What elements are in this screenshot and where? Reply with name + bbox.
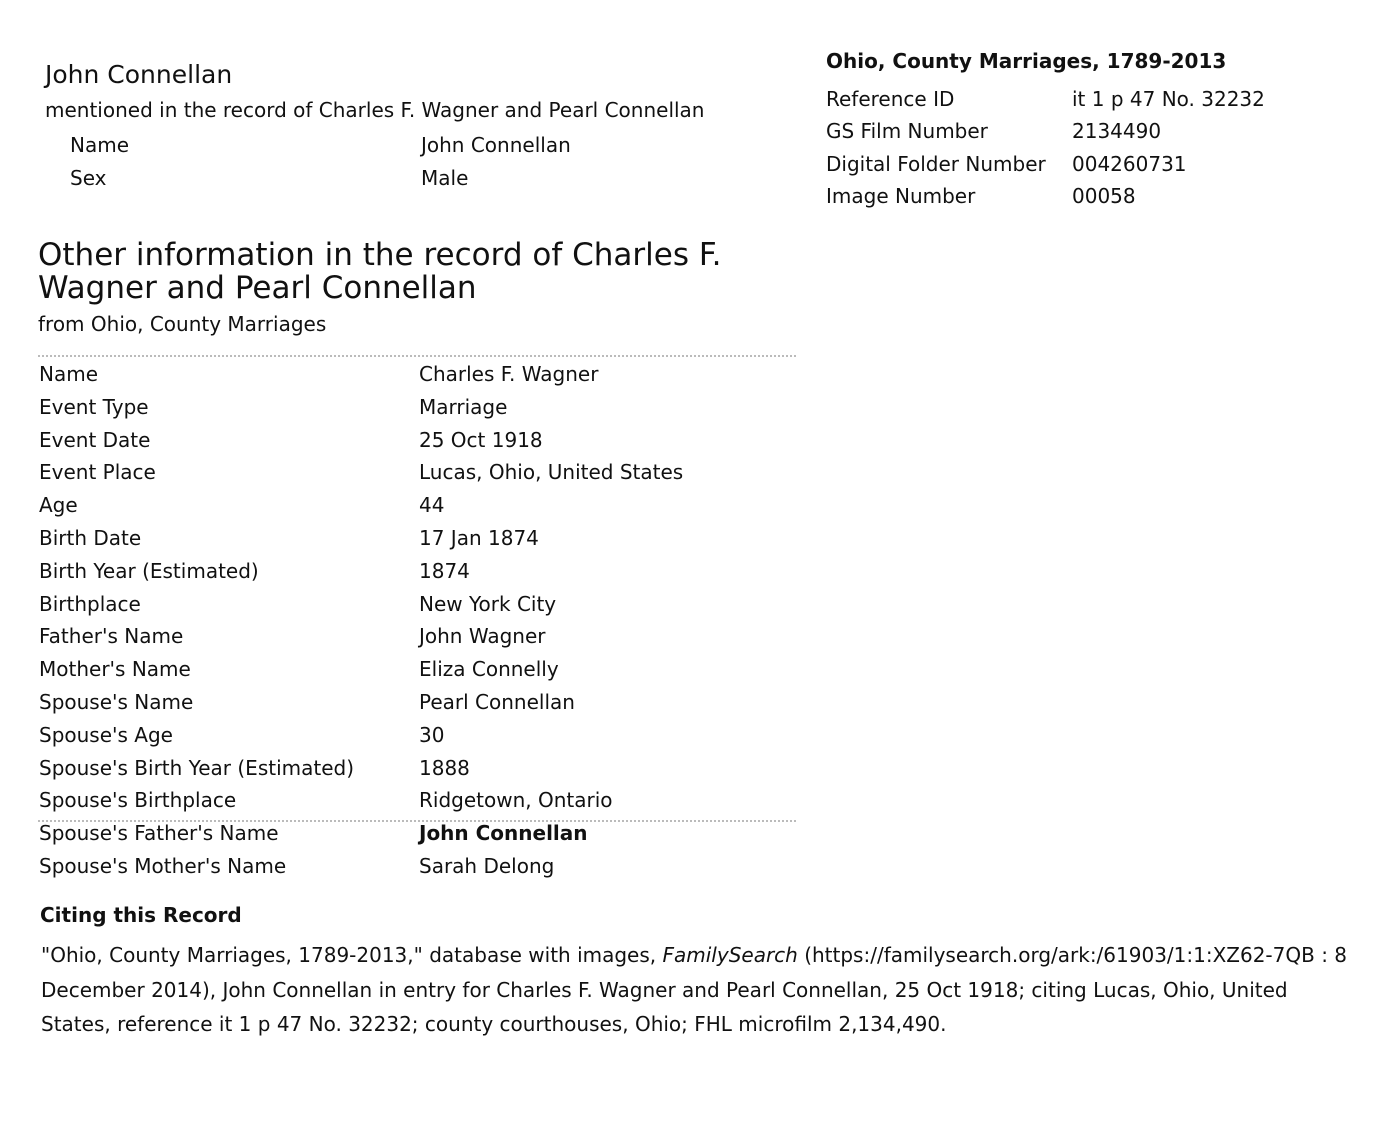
field-value: 2134490 bbox=[1072, 119, 1162, 144]
field-label: Spouse's Birth Year (Estimated) bbox=[39, 755, 355, 780]
field-value: Pearl Connellan bbox=[419, 690, 575, 714]
field-value: Marriage bbox=[419, 394, 508, 419]
field-value: Eliza Connelly bbox=[419, 657, 559, 682]
field-label: Event Place bbox=[39, 460, 156, 485]
record-field-row bbox=[39, 784, 613, 817]
collection-title: Ohio, County Marriages, 1789-2013 bbox=[826, 49, 1227, 73]
field-label: Name bbox=[70, 133, 130, 157]
record-field-row bbox=[39, 424, 543, 457]
field-value: 17 Jan 1874 bbox=[419, 526, 539, 550]
field-value: Charles F. Wagner bbox=[419, 362, 599, 386]
record-field-row bbox=[39, 489, 445, 522]
record-field-row bbox=[39, 850, 555, 883]
record-field-row bbox=[39, 752, 470, 785]
field-label: Birth Date bbox=[39, 526, 142, 550]
record-field-row bbox=[826, 148, 1187, 181]
record-field-row bbox=[39, 456, 684, 489]
field-value: it 1 p 47 No. 32232 bbox=[1072, 87, 1265, 111]
field-value: John Connellan bbox=[421, 133, 571, 157]
record-field-row bbox=[39, 358, 599, 391]
record-field-row bbox=[39, 686, 575, 719]
field-value: John Wagner bbox=[419, 624, 546, 649]
field-label: Event Type bbox=[39, 394, 149, 419]
field-value: 44 bbox=[419, 493, 445, 518]
field-label: Spouse's Father's Name bbox=[39, 821, 279, 846]
field-value: 1874 bbox=[419, 558, 470, 583]
record-field-row bbox=[39, 555, 470, 588]
person-name: John Connellan bbox=[45, 60, 233, 89]
field-value: 00058 bbox=[1072, 183, 1136, 208]
field-value: 004260731 bbox=[1072, 151, 1187, 176]
field-value: New York City bbox=[419, 591, 557, 616]
record-field-row bbox=[39, 620, 546, 653]
record-field-row bbox=[39, 817, 588, 850]
field-value: 25 Oct 1918 bbox=[419, 427, 543, 452]
record-field-row bbox=[39, 653, 559, 686]
divider bbox=[38, 355, 796, 357]
record-field-row bbox=[39, 719, 445, 752]
field-label: Reference ID bbox=[826, 87, 955, 111]
other-heading-line2: Wagner and Pearl Connellan bbox=[38, 270, 477, 306]
field-label: Birthplace bbox=[39, 591, 141, 616]
record-field-row bbox=[826, 115, 1162, 148]
citation-part: (https://familysearch.org/ark:/61903/1:1:XZ62-7QB : 8 December 2014), John Connellan in entry for Charles F. Wagner and Pearl Connellan, 25 Oct 1918; citing Lucas, Ohio, United States, reference it 1 p 47 No. 32232; county courthouses, Ohio; FHL microfilm 2,134,490. bbox=[41, 943, 1348, 1036]
field-value: 1888 bbox=[419, 755, 470, 780]
citation-site: FamilySearch bbox=[662, 943, 798, 967]
field-label: Image Number bbox=[826, 183, 976, 208]
record-field-row bbox=[39, 391, 508, 424]
citation-part: "Ohio, County Marriages, 1789-2013," database with images, bbox=[41, 943, 663, 967]
field-label: Name bbox=[39, 362, 99, 386]
field-label: Spouse's Birthplace bbox=[39, 788, 237, 813]
field-label: Digital Folder Number bbox=[826, 151, 1046, 176]
citing-heading: Citing this Record bbox=[40, 903, 242, 927]
field-label: Spouse's Name bbox=[39, 690, 194, 714]
field-label: Age bbox=[39, 493, 78, 518]
record-field-row bbox=[39, 522, 539, 555]
divider bbox=[38, 820, 796, 822]
field-value: 30 bbox=[419, 722, 445, 747]
field-label: GS Film Number bbox=[826, 119, 988, 144]
field-label: Spouse's Mother's Name bbox=[39, 854, 287, 878]
record-field-row bbox=[39, 588, 557, 621]
field-value: Sarah Delong bbox=[419, 854, 555, 878]
person-field-row bbox=[70, 162, 469, 195]
other-source: from Ohio, County Marriages bbox=[38, 312, 327, 336]
field-value: Lucas, Ohio, United States bbox=[419, 460, 684, 485]
field-label: Mother's Name bbox=[39, 657, 191, 682]
record-field-row bbox=[826, 180, 1136, 213]
field-value: Male bbox=[421, 166, 469, 190]
field-value: John Connellan bbox=[419, 821, 588, 846]
field-label: Birth Year (Estimated) bbox=[39, 558, 259, 583]
field-value: Ridgetown, Ontario bbox=[419, 788, 613, 813]
field-label: Spouse's Age bbox=[39, 722, 173, 747]
other-heading-line1: Other information in the record of Charles F. bbox=[38, 237, 722, 273]
record-field-row bbox=[826, 83, 1265, 116]
field-label: Sex bbox=[70, 166, 107, 190]
field-label: Event Date bbox=[39, 427, 151, 452]
mention-text: mentioned in the record of Charles F. Wagner and Pearl Connellan bbox=[45, 98, 705, 122]
citation-text bbox=[41, 938, 1361, 1042]
field-label: Father's Name bbox=[39, 624, 184, 649]
person-field-row bbox=[70, 129, 571, 162]
